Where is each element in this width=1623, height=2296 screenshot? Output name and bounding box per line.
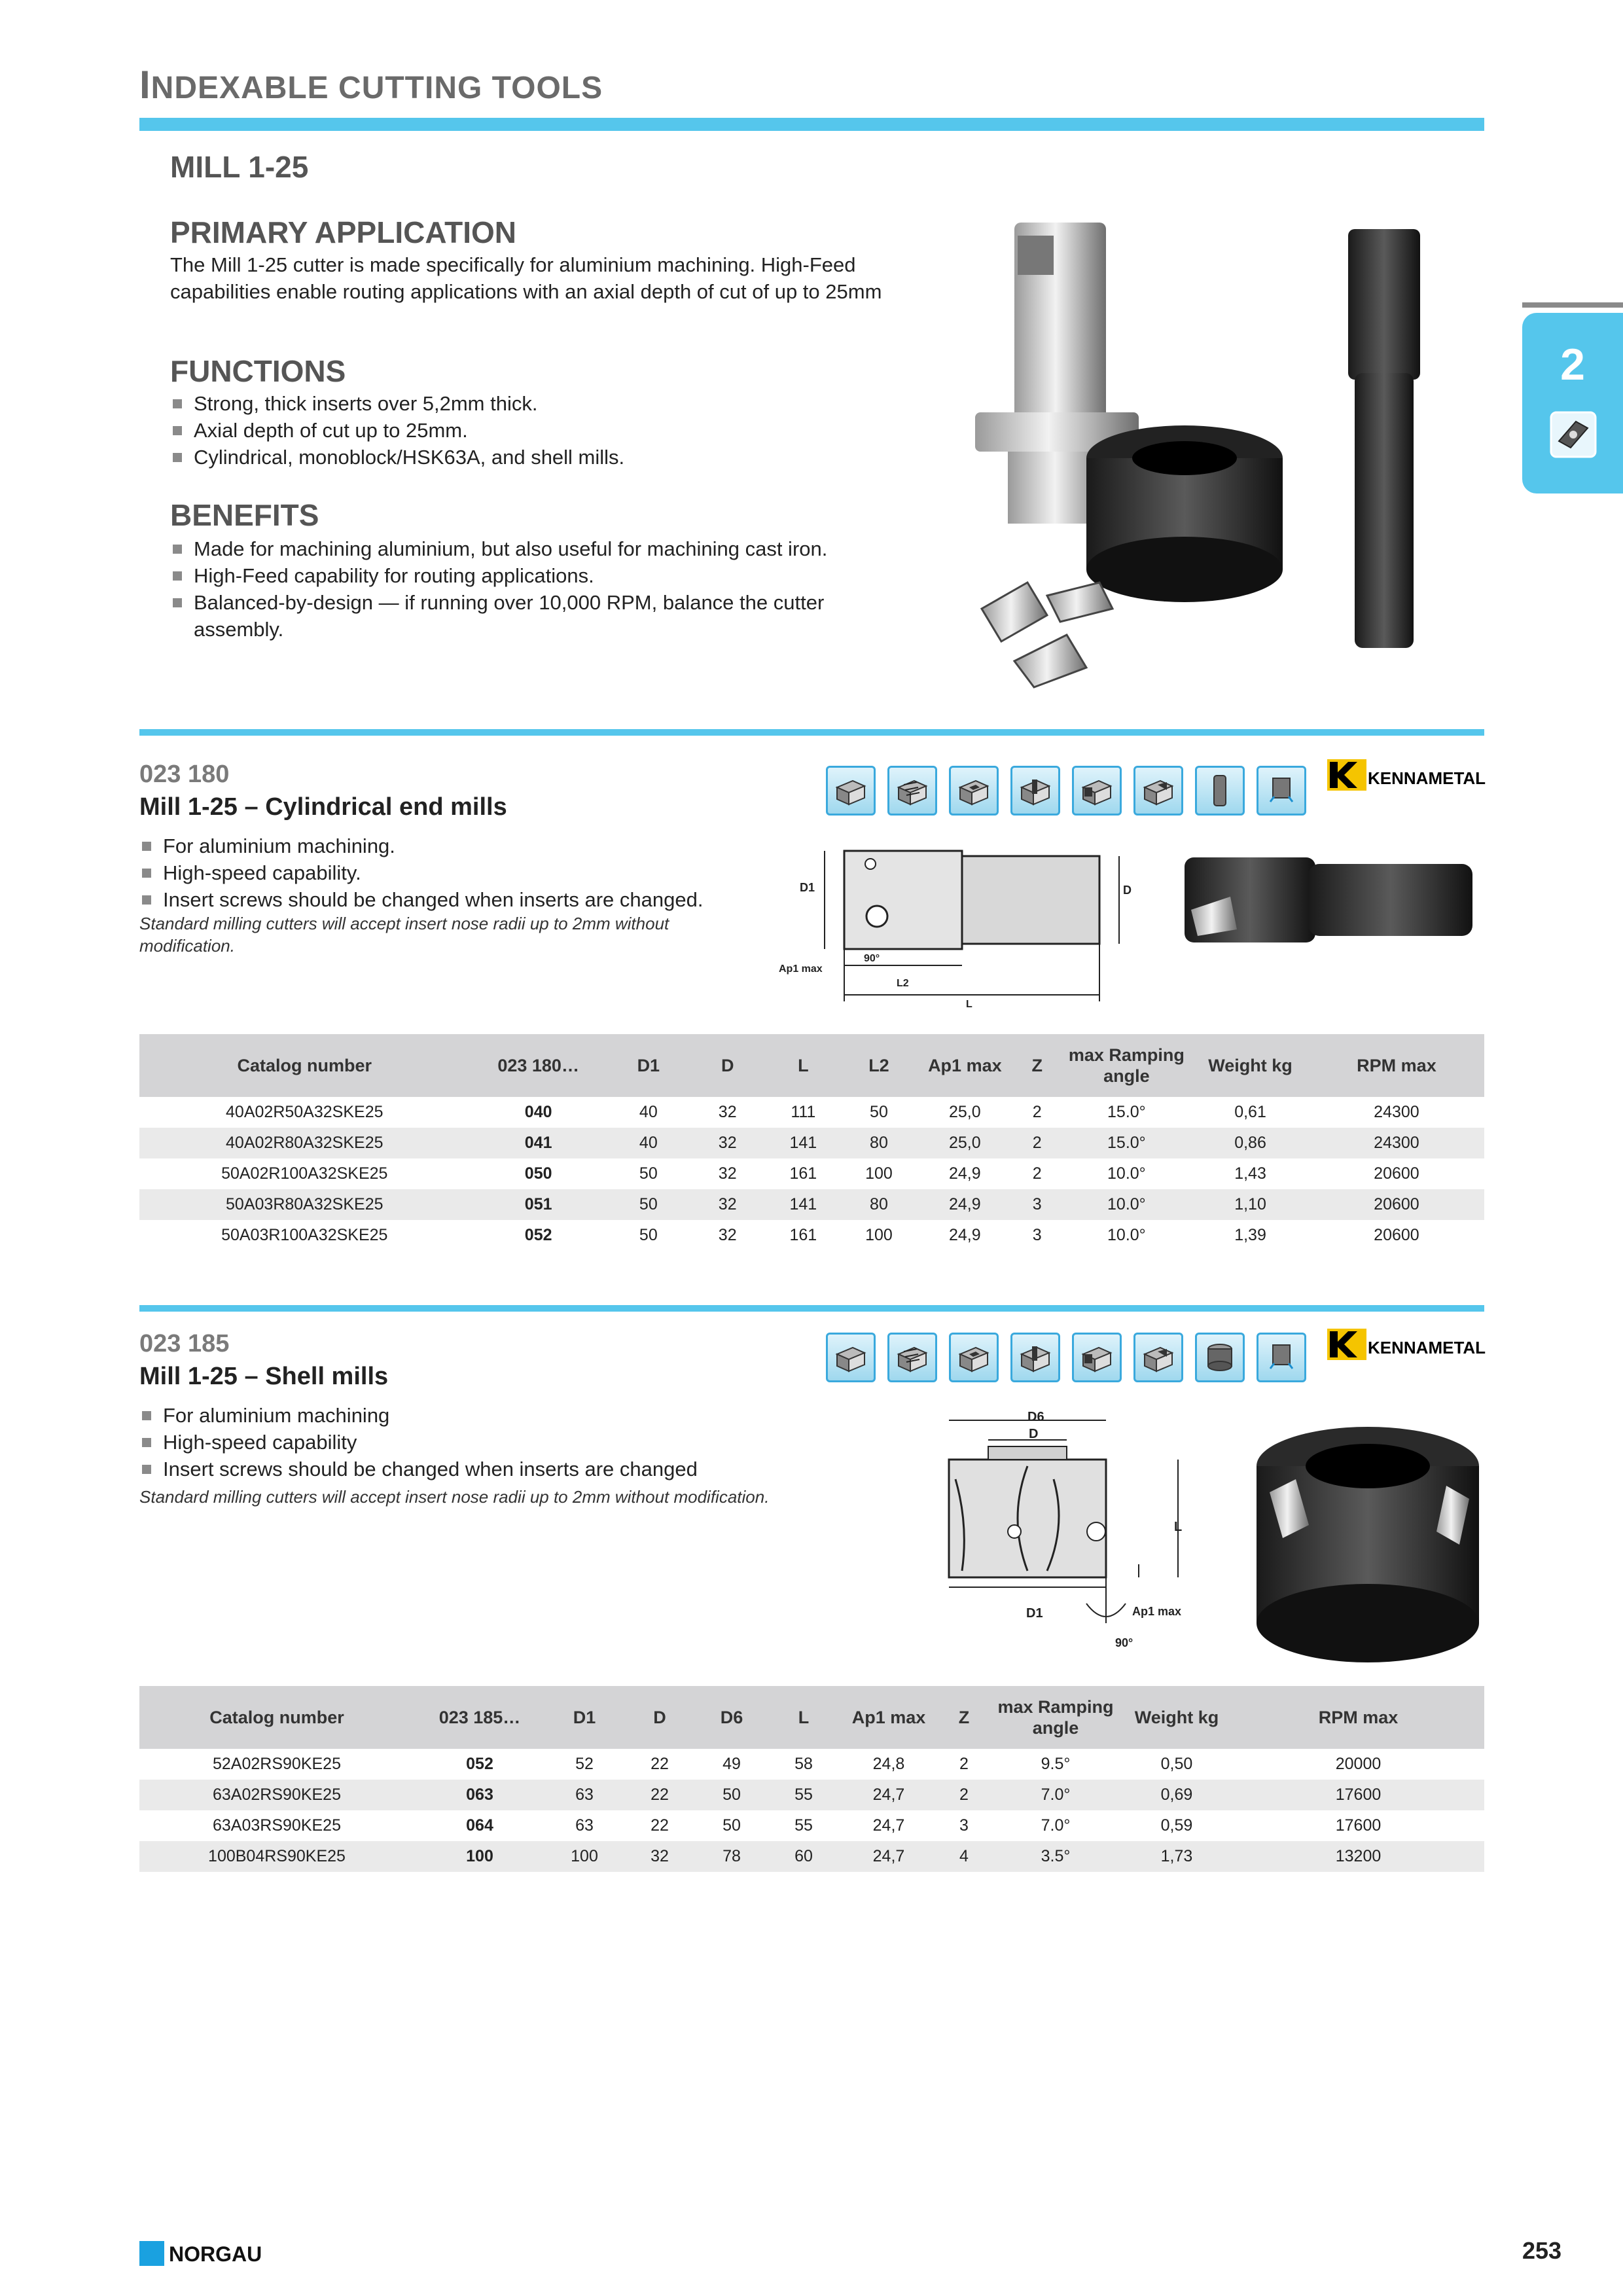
section1-rule — [139, 729, 1484, 736]
benefits-heading: BENEFITS — [170, 498, 319, 532]
coolant-icon — [1257, 766, 1306, 816]
catalog-number-cell: 63A02RS90KE25 — [139, 1780, 414, 1810]
table-cell: 24300 — [1374, 1103, 1419, 1121]
table-cell: 52 — [575, 1755, 594, 1773]
table-cell: 17600 — [1335, 1816, 1382, 1835]
functions-heading: FUNCTIONS — [170, 354, 346, 388]
table-cell: 10.0° — [1107, 1164, 1146, 1183]
table-cell: 50 — [639, 1226, 658, 1244]
end-mill-d-label: D — [1123, 884, 1132, 897]
column-header: D6 — [696, 1686, 768, 1749]
shell-mill-l-label: L — [1174, 1520, 1183, 1534]
section2-rule — [139, 1305, 1484, 1312]
table-cell: 50 — [870, 1103, 888, 1121]
table-cell: 20600 — [1374, 1226, 1419, 1244]
section2-title: Mill 1-25 – Shell mills — [139, 1363, 389, 1390]
functions-list — [170, 390, 890, 471]
header-rule — [139, 118, 1484, 131]
functions-item: Axial depth of cut up to 25mm. — [170, 417, 890, 444]
table-cell: 0,69 — [1121, 1780, 1232, 1810]
shell-mill-d-label: D — [1029, 1427, 1039, 1441]
header-title: INDEXABLE CUTTING TOOLS — [139, 63, 603, 107]
table-cell: 10.0° — [1107, 1226, 1146, 1244]
primary-application-text: The Mill 1-25 cutter is made specifically for aluminium machining. High-Feed capabilities enable routing applications with an axial depth of cut of up to 25mm — [170, 253, 882, 303]
shell-mill-d6-label: D6 — [1027, 1410, 1044, 1424]
shell-mill-icon — [1195, 1333, 1245, 1382]
functions-item: Strong, thick inserts over 5,2mm thick. — [170, 390, 890, 417]
section2-code: 023 185 — [139, 1330, 230, 1357]
slot-milling-icon — [1010, 766, 1060, 816]
table-row — [139, 1128, 1484, 1158]
section1-table-header — [139, 1034, 1484, 1097]
table-cell: 50 — [696, 1780, 768, 1810]
column-header: D1 — [607, 1034, 690, 1097]
table-row — [139, 1158, 1484, 1189]
table-cell: 50 — [639, 1164, 658, 1183]
catalog-number-cell: 52A02RS90KE25 — [213, 1755, 341, 1773]
column-header: D — [624, 1686, 696, 1749]
section1-note: Standard milling cutters will accept insert nose radii up to 2mm without modification. — [139, 914, 669, 956]
table-cell: 24,8 — [872, 1755, 905, 1773]
kennametal-logo-text: KENNAMETAL — [1368, 1338, 1486, 1357]
table-cell: 0,61 — [1234, 1103, 1266, 1121]
product-title: MILL 1-25 — [170, 150, 309, 184]
ramping-icon — [1133, 1333, 1183, 1382]
column-header: max Ramping angle — [1061, 1034, 1192, 1097]
table-cell: 10.0° — [1061, 1189, 1192, 1220]
column-header: Weight kg — [1121, 1686, 1232, 1749]
column-header: Weight kg — [1192, 1034, 1309, 1097]
table-cell: 32 — [718, 1226, 737, 1244]
table-cell: 58 — [794, 1755, 813, 1773]
table-row — [139, 1097, 1484, 1128]
table-cell: 100 — [545, 1841, 624, 1872]
table-cell: 80 — [841, 1189, 917, 1220]
cylindrical-shank-icon — [1195, 766, 1245, 816]
code-cell: 064 — [466, 1816, 493, 1835]
column-header: D — [690, 1034, 766, 1097]
kennametal-logo-mark — [1327, 759, 1366, 791]
table-cell: 0,50 — [1160, 1755, 1193, 1773]
primary-application-heading: PRIMARY APPLICATION — [170, 215, 517, 249]
section2-bullet: High-speed capability — [139, 1429, 794, 1456]
column-header: L2 — [841, 1034, 917, 1097]
side-tab-line — [1522, 302, 1623, 308]
table-cell: 161 — [789, 1164, 817, 1183]
table-cell: 78 — [696, 1841, 768, 1872]
table-cell: 7.0° — [990, 1780, 1121, 1810]
shell-mill-angle-label: 90° — [1115, 1636, 1133, 1649]
shell-mill-ap-label: Ap1 max — [1132, 1605, 1182, 1618]
product-photo-group — [969, 216, 1466, 700]
table-cell: 0,59 — [1160, 1816, 1193, 1835]
table-cell: 50 — [607, 1189, 690, 1220]
pocket-milling-icon — [949, 1333, 999, 1382]
table-cell: 1,10 — [1192, 1189, 1309, 1220]
table-cell: 32 — [624, 1841, 696, 1872]
code-cell: 052 — [524, 1226, 552, 1244]
table-cell: 24300 — [1309, 1128, 1484, 1158]
table-cell: 32 — [718, 1164, 737, 1183]
code-cell: 040 — [524, 1103, 552, 1121]
table-cell: 60 — [768, 1841, 840, 1872]
table-cell: 15.0° — [1107, 1103, 1146, 1121]
kennametal-logo-text: KENNAMETAL — [1368, 768, 1486, 788]
table-cell: 100 — [865, 1164, 893, 1183]
norgau-logo-text: NORGAU — [169, 2242, 262, 2266]
section2-bullet: For aluminium machining — [139, 1402, 794, 1429]
table-cell: 22 — [651, 1816, 669, 1835]
end-mill-angle-label: 90° — [864, 953, 880, 964]
table-cell: 3 — [1013, 1189, 1061, 1220]
table-row — [139, 1189, 1484, 1220]
column-header: Ap1 max — [840, 1686, 938, 1749]
table-cell: 9.5° — [1041, 1755, 1071, 1773]
column-header: RPM max — [1232, 1686, 1484, 1749]
table-cell: 22 — [651, 1755, 669, 1773]
shoulder-milling-icon — [1072, 1333, 1122, 1382]
end-mill-ap-label: Ap1 max — [779, 963, 823, 975]
catalog-number-cell: 50A02R100A32SKE25 — [221, 1164, 388, 1183]
code-cell: 100 — [414, 1841, 545, 1872]
catalog-number-cell: 50A03R80A32SKE25 — [139, 1189, 470, 1220]
code-cell: 041 — [470, 1128, 607, 1158]
column-header: Z — [938, 1686, 990, 1749]
table-cell: 55 — [794, 1816, 813, 1835]
column-header: L — [768, 1686, 840, 1749]
norgau-logo-mark — [139, 2241, 164, 2266]
table-cell: 32 — [690, 1189, 766, 1220]
table-cell: 49 — [722, 1755, 741, 1773]
end-mill-l2-label: L2 — [897, 978, 909, 989]
benefits-item: High-Feed capability for routing applications. — [170, 562, 890, 589]
catalog-number-cell: 63A03RS90KE25 — [213, 1816, 341, 1835]
column-header: Catalog number — [139, 1686, 414, 1749]
helical-milling-icon — [887, 1333, 937, 1382]
code-cell: 051 — [470, 1189, 607, 1220]
end-mill-l-label: L — [966, 999, 972, 1010]
benefits-item: Made for machining aluminium, but also useful for machining cast iron. — [170, 535, 890, 562]
shell-mill-photo — [1243, 1414, 1499, 1676]
table-cell: 24,7 — [872, 1816, 905, 1835]
benefits-list — [170, 535, 890, 643]
table-cell: 32 — [690, 1128, 766, 1158]
shoulder-milling-icon — [1072, 766, 1122, 816]
table-cell: 2 — [1013, 1128, 1061, 1158]
catalog-number-cell: 100B04RS90KE25 — [139, 1841, 414, 1872]
table-row — [139, 1841, 1484, 1872]
section1-code: 023 180 — [139, 761, 230, 788]
insert-icon — [1550, 411, 1597, 458]
helical-milling-icon — [887, 766, 937, 816]
table-cell: 141 — [766, 1128, 842, 1158]
slot-milling-icon — [1010, 1333, 1060, 1382]
ramping-icon — [1133, 766, 1183, 816]
table-cell: 24,9 — [949, 1226, 981, 1244]
shell-mill-d1-label: D1 — [1026, 1606, 1043, 1621]
column-header: max Ramping angle — [990, 1686, 1121, 1749]
table-cell: 24,7 — [840, 1780, 938, 1810]
table-cell: 40 — [639, 1103, 658, 1121]
table-cell: 2 — [1032, 1103, 1042, 1121]
table-cell: 20600 — [1309, 1189, 1484, 1220]
table-cell: 32 — [718, 1103, 737, 1121]
table-cell: 1,73 — [1121, 1841, 1232, 1872]
code-cell: 063 — [414, 1780, 545, 1810]
table-cell: 20000 — [1335, 1755, 1382, 1773]
end-mill-photo — [1171, 844, 1479, 956]
section1-table — [139, 1034, 1484, 1251]
table-cell: 1,43 — [1234, 1164, 1266, 1183]
section1-bullets — [139, 833, 794, 913]
catalog-number-cell: 40A02R80A32SKE25 — [139, 1128, 470, 1158]
coolant-icon — [1257, 1333, 1306, 1382]
table-cell: 1,39 — [1234, 1226, 1266, 1244]
catalog-number-cell: 40A02R50A32SKE25 — [226, 1103, 383, 1121]
table-row — [139, 1810, 1484, 1841]
face-milling-icon — [826, 1333, 876, 1382]
column-header: RPM max — [1309, 1034, 1484, 1097]
section1-bullet: Insert screws should be changed when inserts are changed. — [139, 886, 794, 913]
table-cell: 80 — [841, 1128, 917, 1158]
column-header: L — [766, 1034, 842, 1097]
table-cell: 63 — [545, 1780, 624, 1810]
table-cell: 2 — [938, 1780, 990, 1810]
section2-table-header — [139, 1686, 1484, 1749]
table-cell: 100 — [865, 1226, 893, 1244]
pocket-milling-icon — [949, 766, 999, 816]
table-cell: 25,0 — [917, 1128, 1013, 1158]
column-header: Z — [1013, 1034, 1061, 1097]
section1-title: Mill 1-25 – Cylindrical end mills — [139, 793, 507, 821]
section2-note: Standard milling cutters will accept insert nose radii up to 2mm without modification. — [139, 1487, 770, 1507]
page-number: 253 — [1522, 2237, 1562, 2264]
table-cell: 111 — [791, 1103, 816, 1121]
column-header: D1 — [545, 1686, 624, 1749]
table-cell: 161 — [789, 1226, 817, 1244]
side-tab-number: 2 — [1560, 340, 1585, 389]
table-cell: 15.0° — [1061, 1128, 1192, 1158]
shell-mill-drawing — [916, 1407, 1204, 1656]
table-row — [139, 1220, 1484, 1251]
code-cell: 052 — [466, 1755, 493, 1773]
table-cell: 7.0° — [1041, 1816, 1071, 1835]
table-cell: 24,9 — [917, 1189, 1013, 1220]
column-header: 023 180… — [470, 1034, 607, 1097]
table-cell: 3 — [1032, 1226, 1042, 1244]
table-row — [139, 1780, 1484, 1810]
face-milling-icon — [826, 766, 876, 816]
section2-bullet: Insert screws should be changed when inserts are changed — [139, 1456, 794, 1482]
table-cell: 25,0 — [949, 1103, 981, 1121]
table-cell: 13200 — [1232, 1841, 1484, 1872]
functions-item: Cylindrical, monoblock/HSK63A, and shell mills. — [170, 444, 890, 471]
end-mill-drawing — [772, 838, 1139, 1021]
table-cell: 3.5° — [990, 1841, 1121, 1872]
section2-table — [139, 1686, 1484, 1872]
table-row — [139, 1749, 1484, 1780]
table-cell: 2 — [959, 1755, 969, 1773]
table-cell: 22 — [624, 1780, 696, 1810]
table-cell: 4 — [938, 1841, 990, 1872]
table-cell: 50 — [722, 1816, 741, 1835]
table-cell: 17600 — [1232, 1780, 1484, 1810]
table-cell: 3 — [959, 1816, 969, 1835]
table-cell: 24,7 — [840, 1841, 938, 1872]
column-header: 023 185… — [414, 1686, 545, 1749]
benefits-item: Balanced-by-design — if running over 10,000 RPM, balance the cutter assembly. — [170, 589, 890, 643]
table-cell: 0,86 — [1192, 1128, 1309, 1158]
column-header: Catalog number — [139, 1034, 470, 1097]
table-cell: 2 — [1032, 1164, 1042, 1183]
section1-bullet: High-speed capability. — [139, 859, 794, 886]
code-cell: 050 — [524, 1164, 552, 1183]
catalog-number-cell: 50A03R100A32SKE25 — [221, 1226, 388, 1244]
section1-bullet: For aluminium machining. — [139, 833, 794, 859]
table-cell: 141 — [766, 1189, 842, 1220]
side-tab[interactable] — [1522, 313, 1623, 493]
table-cell: 20600 — [1374, 1164, 1419, 1183]
table-cell: 63 — [575, 1816, 594, 1835]
column-header: Ap1 max — [917, 1034, 1013, 1097]
end-mill-d1-label: D1 — [800, 881, 815, 894]
kennametal-logo-mark — [1327, 1329, 1366, 1360]
table-cell: 24,9 — [949, 1164, 981, 1183]
table-cell: 55 — [768, 1780, 840, 1810]
section2-bullets — [139, 1402, 794, 1482]
table-cell: 40 — [607, 1128, 690, 1158]
